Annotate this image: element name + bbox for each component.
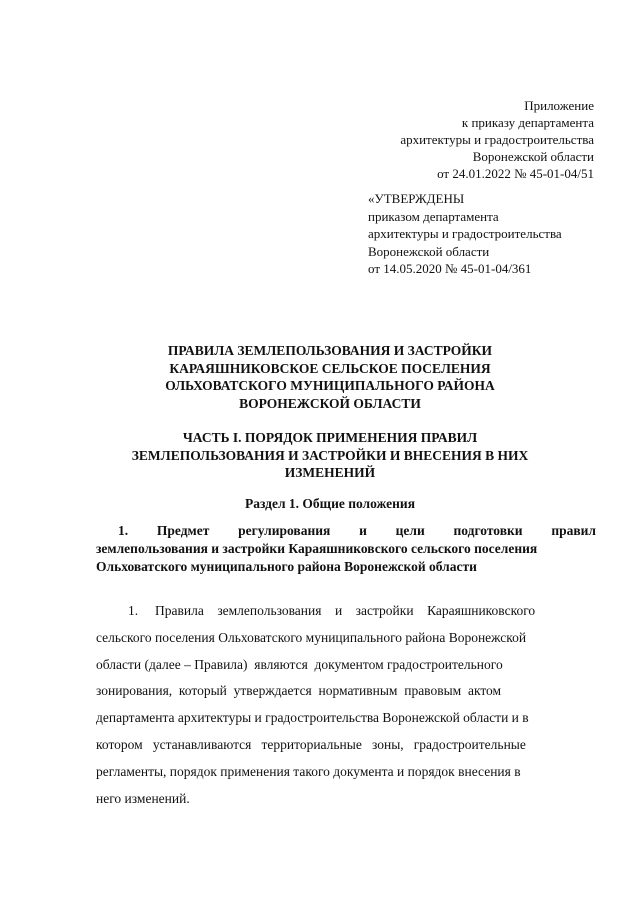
appendix-line: к приказу департамента [461, 115, 594, 130]
title-line: ПРАВИЛА ЗЕМЛЕПОЛЬЗОВАНИЯ И ЗАСТРОЙКИ [167, 343, 493, 358]
paragraph-line: котором устанавливаются территориальные зоны, градостроительные [96, 736, 526, 752]
approved-line: от 14.05.2020 № 45-01-04/361 [368, 261, 532, 276]
title-line: ВОРОНЕЖСКОЙ ОБЛАСТИ [239, 395, 421, 411]
part-line: ЗЕМЛЕПОЛЬЗОВАНИЯ И ЗАСТРОЙКИ И ВНЕСЕНИЯ В НИХ [131, 447, 529, 463]
article-word: регулирования [238, 523, 331, 538]
paragraph-line: него изменений. [96, 790, 190, 806]
article-word: 1. [118, 523, 129, 538]
part-heading [70, 429, 590, 482]
appendix-line: архитектуры и градостроительства [400, 132, 594, 147]
part-line: ИЗМЕНЕНИЙ [284, 465, 376, 480]
body-paragraph [96, 598, 596, 812]
title-line: ОЛЬХОВАТСКОГО МУНИЦИПАЛЬНОГО РАЙОНА [165, 378, 495, 393]
appendix-line: от 24.01.2022 № 45-01-04/51 [437, 166, 594, 181]
article-word: правил [551, 523, 596, 538]
paragraph-line: сельского поселения Ольховатского муниципального района Воронежской [96, 629, 527, 645]
article-word: Предмет [156, 523, 210, 538]
article-word: цели [395, 523, 425, 538]
approved-stamp [368, 190, 562, 278]
approved-line: «УТВЕРЖДЕНЫ [368, 191, 465, 206]
article-word: подготовки [453, 523, 523, 538]
approved-line: приказом департамента [368, 208, 499, 224]
part-line: ЧАСТЬ I. ПОРЯДОК ПРИМЕНЕНИЯ ПРАВИЛ [182, 430, 478, 445]
paragraph-line: зонирования, который утверждается нормативным правовым актом [96, 683, 502, 699]
article-word: и [359, 523, 367, 538]
article-heading-line: Ольховатского муниципального района Воронежской области [96, 559, 477, 574]
appendix-line: Воронежской области [472, 149, 594, 164]
paragraph-line: регламенты, порядок применения такого документа и порядок внесения в [96, 763, 521, 779]
approved-line: архитектуры и градостроительства [368, 226, 562, 241]
article-heading-line: землепользования и застройки Караяшниковского сельского поселения [96, 541, 538, 556]
document-title [70, 342, 590, 412]
appendix-header [400, 97, 594, 182]
paragraph-line: 1. Правила землепользования и застройки Караяшниковского [128, 603, 536, 618]
approved-line: Воронежской области [368, 243, 490, 259]
article-heading-line [96, 522, 596, 540]
article-heading [96, 522, 596, 576]
appendix-line: Приложение [524, 98, 594, 113]
title-line: КАРАЯШНИКОВСКОЕ СЕЛЬСКОЕ ПОСЕЛЕНИЯ [169, 360, 491, 376]
section-heading [70, 495, 590, 513]
paragraph-line: области (далее – Правила) являются документом градостроительного [96, 656, 503, 672]
section-title: Раздел 1. Общие положения [244, 496, 416, 511]
paragraph-line: департамента архитектуры и градостроительства Воронежской области и в [96, 710, 529, 726]
